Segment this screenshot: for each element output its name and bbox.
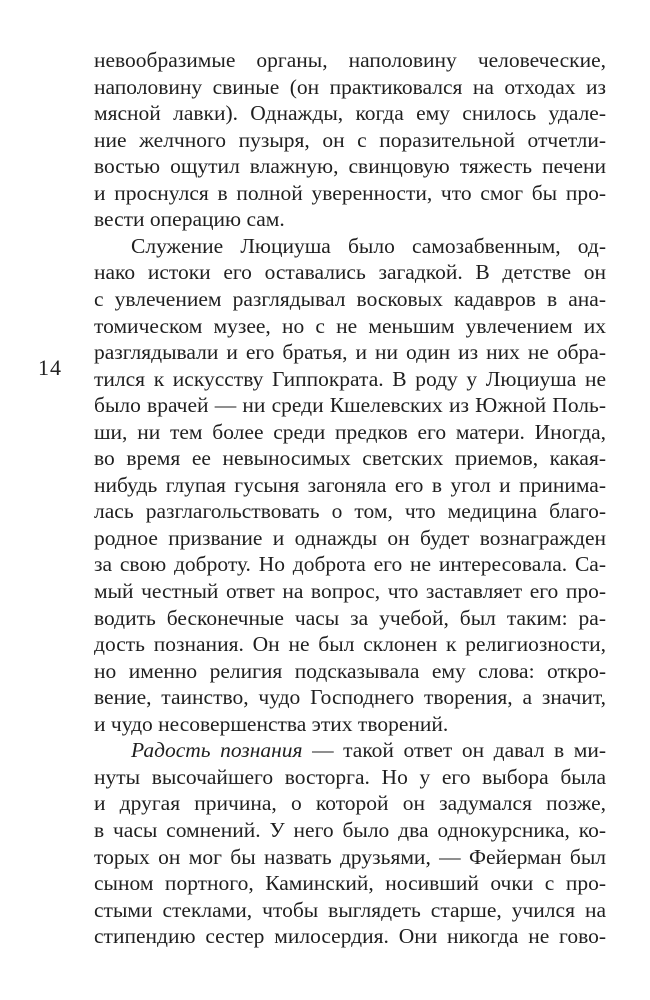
text-line: торых он мог бы назвать друзьями, — Фейерман был: [94, 844, 606, 869]
text-line: но именно религия подсказывала ему слова: откро-: [94, 658, 606, 683]
text-line: нибудь глупая гусыня загоняла его в угол и принима-: [94, 472, 606, 497]
text-line: невообразимые органы, наполовину человеческие,: [94, 48, 606, 72]
text-line: было врачей — ни среди Кшелевских из Южной Поль-: [94, 393, 606, 418]
text-line: в часы сомнений. У него было два однокурсника, ко-: [94, 817, 606, 842]
text-line: лась разглагольствовать о том, что медицина благо-: [94, 499, 606, 524]
text-line: и чудо несовершенства этих творений.: [94, 711, 449, 736]
text-line: наполовину свиные (он практиковался на отходах из: [94, 74, 606, 99]
text-line: за свою доброту. Но доброта его не интересовала. Са-: [94, 552, 606, 577]
text-line: томическом музее, но с не меньшим увлечением их: [94, 313, 606, 338]
text-line: стипендию сестер милосердия. Они никогда не гово-: [94, 924, 606, 949]
text-line: и другая причина, о которой он задумался позже,: [94, 791, 606, 816]
text-line: ши, ни тем более среди предков его матери. Иногда,: [94, 419, 606, 444]
text-line: нако истоки его оставались загадкой. В детстве он: [94, 260, 606, 285]
text-line: ние желчного пузыря, он с поразительной отчетли-: [94, 127, 606, 152]
text-line: дость познания. Он не был склонен к религиозности,: [94, 632, 606, 657]
text-line: востью ощутил влажную, свинцовую тяжесть печени: [94, 154, 606, 179]
text-line: сыном портного, Каминский, носивший очки с про-: [94, 871, 606, 896]
text-line: нуты высочайшего восторга. Но у его выбора была: [94, 764, 606, 789]
text-line: с увлечением разглядывал восковых кадавров в ана-: [94, 286, 606, 311]
page-number: 14: [38, 355, 62, 380]
text-line: вение, таинство, чудо Господнего творения, а значит,: [94, 685, 606, 710]
text-line: [131, 737, 606, 763]
text-line: водить бесконечные часы за учебой, был таким: ра-: [94, 605, 606, 630]
text-line: Служение Люциуша было самозабвенным, од-: [131, 233, 606, 258]
text-line: вести операцию сам.: [94, 207, 285, 232]
text-line: во время ее невыносимых светских приемов, какая-: [94, 446, 606, 471]
text-line: тился к искусству Гиппократа. В роду у Люциуша не: [94, 366, 606, 391]
italic-phrase: Радость познания: [131, 738, 303, 763]
line-text: — такой ответ он давал в ми-: [302, 738, 606, 763]
text-line: разглядывали и его братья, и ни один из них не обра-: [94, 340, 606, 365]
text-line: мясной лавки). Однажды, когда ему снилось удале-: [94, 101, 606, 126]
text-line: мый честный ответ на вопрос, что заставляет его про-: [94, 579, 606, 603]
text-line: и проснулся в полной уверенности, что смог бы про-: [94, 180, 606, 205]
text-line: стыми стеклами, чтобы выглядеть старше, учился на: [94, 897, 606, 922]
text-line: родное призвание и однажды он будет вознагражден: [94, 525, 606, 550]
